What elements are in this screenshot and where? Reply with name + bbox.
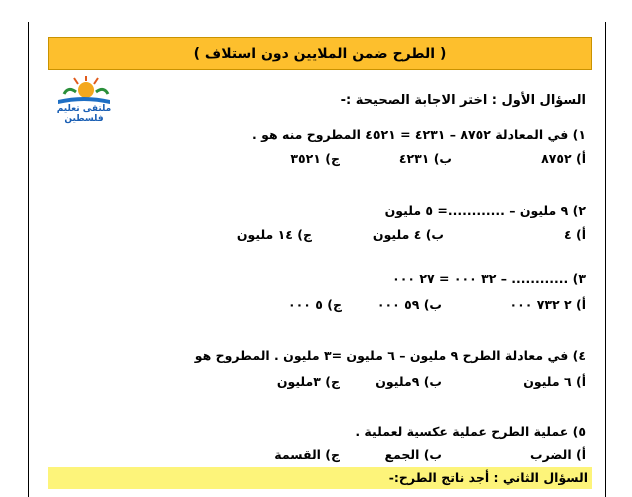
q3-option-a: أ) ٢ ٧٣٢ ٠٠٠ bbox=[509, 297, 586, 312]
section2-banner bbox=[48, 467, 592, 489]
q4-option-b: ب) ٩مليون bbox=[375, 374, 442, 389]
question-1: ١) في المعادلة ٨٧٥٢ – ٤٢٣١ = ٤٥٢١ المطروح منه هو . bbox=[252, 127, 586, 142]
q1-option-c: ج) ٣٥٢١ bbox=[290, 151, 340, 166]
q1-option-b: ب) ٤٢٣١ bbox=[398, 151, 452, 166]
question-5: ٥) عملية الطرح عملية عكسية لعملية . bbox=[355, 424, 586, 439]
q5-option-b: ب) الجمع bbox=[384, 447, 442, 462]
question-2: ٢) ٩ مليون – ............= ٥ مليون bbox=[384, 203, 586, 218]
q5-option-c: ج) القسمة bbox=[274, 447, 340, 462]
q5-option-a: أ) الضرب bbox=[530, 447, 586, 462]
q3-option-c: ج) ٥ ٠٠٠ bbox=[288, 297, 342, 312]
section1-heading: السؤال الأول : اختر الاجابة الصحيحة :- bbox=[340, 93, 586, 108]
q1-option-a: أ) ٨٧٥٢ bbox=[541, 151, 586, 166]
question-3: ٣) ............ – ٣٢ ٠٠٠ = ٢٧ ٠٠٠ bbox=[392, 271, 586, 286]
q2-option-a: أ) ٤ bbox=[564, 227, 586, 242]
worksheet-title: ( الطرح ضمن الملايين دون استلاف ) bbox=[193, 45, 447, 62]
q2-option-b: ب) ٤ مليون bbox=[372, 227, 444, 242]
q4-option-c: ج) ٣مليون bbox=[276, 374, 340, 389]
question-4: ٤) في معادلة الطرح ٩ مليون – ٦ مليون =٣ مليون . المطروح هو bbox=[194, 348, 586, 363]
title-banner bbox=[48, 37, 592, 70]
section2-heading: السؤال الثاني : أجد ناتج الطرح:- bbox=[388, 470, 588, 485]
q3-option-b: ب) ٥٩ ٠٠٠ bbox=[376, 297, 442, 312]
q2-option-c: ج) ١٤ مليون bbox=[236, 227, 312, 242]
logo-caption: ملتقى تعليم فلسطين bbox=[56, 104, 112, 124]
q4-option-a: أ) ٦ مليون bbox=[523, 374, 586, 389]
